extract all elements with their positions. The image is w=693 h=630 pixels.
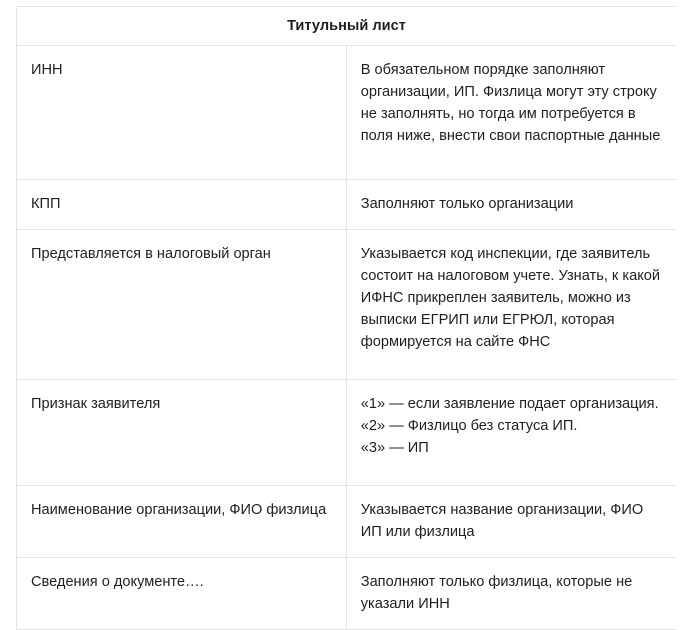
applicant-code-2: «2» — Физлицо без статуса ИП. [360,418,578,434]
description-cell [346,380,676,486]
table-header-row [17,7,677,46]
field-cell: КПП [17,180,347,230]
field-cell: Представляется в налоговый орган [17,230,347,380]
title-page-table [16,6,676,630]
table-row [17,380,677,486]
field-cell: Признак заявителя [17,380,347,486]
field-cell: ИНН [17,46,347,180]
description-cell: Заполняют только физлица, которые не указали ИНН [346,558,676,630]
field-cell: Наименование организации, ФИО физлица [17,486,347,558]
applicant-code-1: «1» — если заявление подает организация. [360,396,659,412]
table-row [17,230,677,380]
description-cell: Заполняют только организации [346,180,676,230]
field-cell: Сведения о документе…. [17,558,347,630]
applicant-code-3: «3» — ИП [360,440,429,456]
table-row [17,180,677,230]
description-cell: Указывается код инспекции, где заявитель состоит на налоговом учете. Узнать, к какой ИФНС прикреплен заявитель, можно из выписки ЕГРИП или ЕГРЮЛ, которая формируется на сайте ФНС [346,230,676,380]
table-row [17,486,677,558]
title-page-table-container [16,6,676,630]
table-header: Титульный лист [17,7,677,46]
description-cell: Указывается название организации, ФИО ИП или физлица [346,486,676,558]
table-row [17,558,677,630]
table-row [17,46,677,180]
description-cell: В обязательном порядке заполняют организации, ИП. Физлица могут эту строку не заполнять, но тогда им потребуется в поля ниже, внести свои паспортные данные [346,46,676,180]
